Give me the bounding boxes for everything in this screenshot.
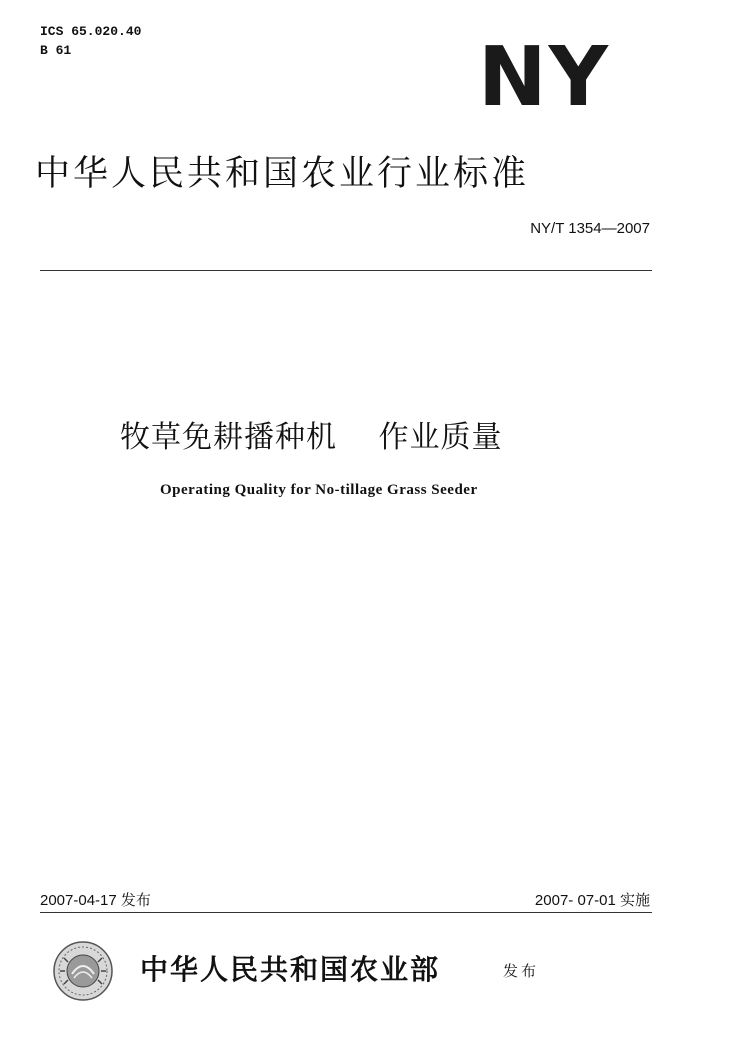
implementation-date: 2007- 07-01 实施 <box>534 892 650 909</box>
bottom-divider <box>40 912 652 913</box>
english-title: Operating Quality for No-tillage Grass Seeder <box>160 482 478 498</box>
standard-number: NY/T 1354—2007 <box>530 220 650 237</box>
ministry-seal-icon <box>52 940 114 1002</box>
publisher-name: 中华人民共和国农业部 <box>140 953 441 986</box>
ccs-code: B 61 <box>40 43 72 58</box>
ny-logo: NY <box>478 30 611 125</box>
standard-type-heading: 中华人民共和国农业行业标准 <box>35 154 530 194</box>
classification-codes <box>40 22 141 60</box>
ics-code: ICS 65.020.40 <box>40 24 142 39</box>
top-divider <box>40 270 652 271</box>
publish-label: 发布 <box>503 962 540 980</box>
issue-date: 2007-04-17 发布 <box>40 892 151 909</box>
chinese-title: 牧草免耕播种机 作业质量 <box>120 420 503 455</box>
